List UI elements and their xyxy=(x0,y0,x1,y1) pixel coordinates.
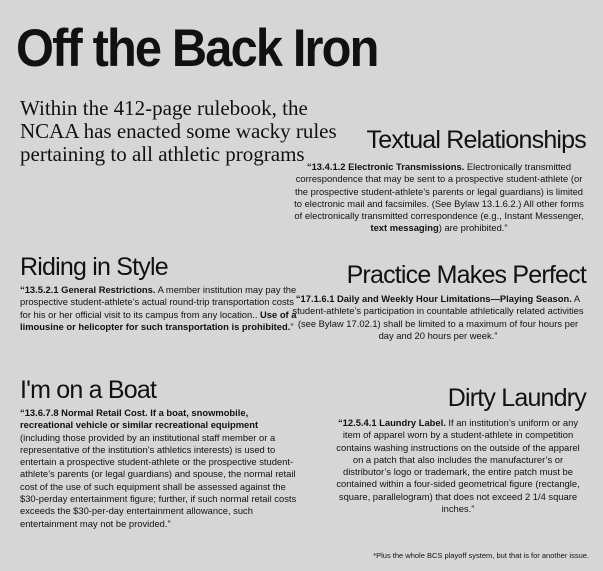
rule-text xyxy=(20,284,300,333)
rule-text xyxy=(290,293,586,342)
section-im-on-a-boat xyxy=(20,377,300,530)
rule-body: (including those provided by an institutional staff member or a representative of the institution’s athletics interests) is used to entertain a prospective student-athlete or the prospective student-athlete’s parents (or legal guardians) and spouse, the normal retail cost of the use of such equipment shall be assessed against the $30-perday entertainment figure; further, if such normal retail costs exceeds the $30-per-day entertainment allowance, such entertainment may not be provided.” xyxy=(20,431,297,529)
section-heading: Textual Relationships xyxy=(366,126,586,154)
rule-number: “17.1.6.1 Daily and Weekly Hour Limitations—Playing Season. xyxy=(295,293,572,304)
section-heading: Riding in Style xyxy=(20,253,168,281)
rule-text xyxy=(280,161,586,235)
section-textual-relationships xyxy=(280,127,586,235)
rule-number: “13.6.7.8 Normal Retail Cost. xyxy=(20,407,148,418)
rule-text xyxy=(330,417,586,515)
rule-emphasis: text messaging xyxy=(370,222,439,234)
section-dirty-laundry xyxy=(330,385,586,515)
rule-text xyxy=(20,407,300,530)
page-title: Off the Back Iron xyxy=(16,19,378,78)
section-heading: I'm on a Boat xyxy=(20,376,157,404)
rule-emphasis: Use of a limousine or helicopter for such transportation is prohibited. xyxy=(20,308,297,332)
rule-body: Electronically transmitted correspondence that may be sent to a prospective student-athlete (or the prospective student-athlete’s parents or legal guardians) is limited to electronic mail and facsimiles. (See Bylaw 13.1.6.2.) All other forms of electronically transmitted correspondence (e.g., Instant Messenger, xyxy=(294,161,584,222)
footnote: *Plus the whole BCS playoff system, but that is for another issue. xyxy=(373,551,589,560)
section-heading: Practice Makes Perfect xyxy=(346,261,586,289)
section-practice-makes-perfect xyxy=(290,262,586,342)
rule-body: A member institution may pay the prospective student-athlete’s actual round-trip transportation costs for his or her official visit to its campus from any location.. xyxy=(20,284,297,320)
rule-body-end: ) are prohibited.” xyxy=(438,222,508,234)
rule-number: “12.5.4.1 Laundry Label. xyxy=(337,417,446,428)
rule-number: “13.4.1.2 Electronic Transmissions. xyxy=(306,161,465,172)
rule-body: If an institution’s uniform or any item of apparel worn by a student-athlete in competition contains washing instructions on the outside of the apparel on a patch that also includes the manufacturer’s or distributor’s logo or trademark, the entire patch must be contained within a four-sided geometrical figure (rectangle, square, parallelogram) that does not exceed 2 1/4 square inches.” xyxy=(336,417,580,515)
rule-emphasis: If a boat, snowmobile, recreational vehicle or similar recreational equipment xyxy=(20,407,259,431)
section-heading: Dirty Laundry xyxy=(447,384,586,412)
section-riding-in-style xyxy=(20,254,300,333)
rule-body: A student-athlete’s participation in countable athletically related activities (see Bylaw 17.02.1) shall be limited to a maximum of four hours per day and 20 hours per week.” xyxy=(292,293,584,341)
rule-body-end: ” xyxy=(290,320,294,332)
rule-number: “13.5.2.1 General Restrictions. xyxy=(20,284,156,295)
intro-text: Within the 412-page rulebook, the NCAA has enacted some wacky rules pertaining to all athletic programs xyxy=(20,96,337,166)
